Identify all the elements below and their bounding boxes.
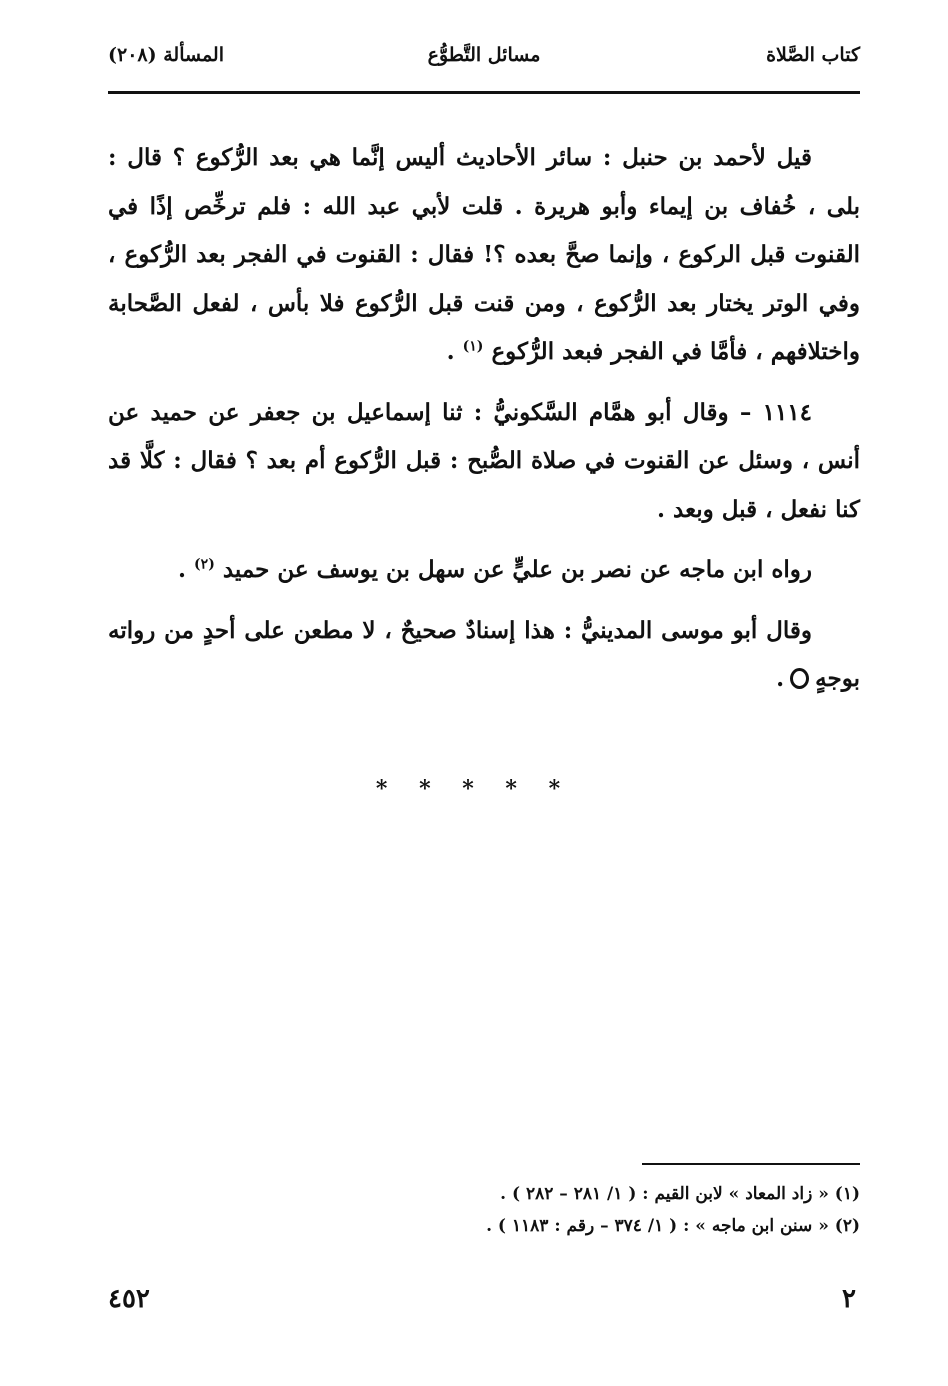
footnote-ref-1: (١) <box>462 338 484 355</box>
running-header <box>108 44 860 80</box>
footnote-1: (١) « زاد المعاد » لابن القيم : ( ١/ ٢٨١ – ٢٨٢ ) . <box>500 1184 860 1204</box>
paragraph-2: ١١١٤ – وقال أبو همَّام السَّكونيُّ : ثنا إسماعيل بن جعفر عن حميد عن أنس ، وسئل عن القنوت في صلاة الصُّبح : قبل الرُّكوع أم بعد ؟ فقال : كلَّا قد كنا نفعل ، قبل وبعد . <box>108 398 860 523</box>
paragraph-4 <box>108 607 860 704</box>
header-rule <box>108 91 860 94</box>
footnotes <box>108 1178 860 1242</box>
paragraph-3-end: . <box>178 556 187 583</box>
paragraph-1 <box>108 134 860 377</box>
header-book-title: كتاب الصَّلاة <box>766 44 860 66</box>
header-chapter-title: مسائل التَّطوُّع <box>427 44 541 66</box>
paragraph-4-end: . <box>776 665 785 692</box>
section-end-circle-icon <box>790 668 809 689</box>
folio-volume: ٢ <box>842 1284 856 1314</box>
paragraph-3 <box>108 546 860 595</box>
header-question-number: المسألة (٢٠٨) <box>108 44 224 66</box>
paragraph-3-text: رواه ابن ماجه عن نصر بن عليٍّ عن سهل بن يوسف عن حميد <box>222 556 812 583</box>
paragraph-1-text: قيل لأحمد بن حنبل : سائر الأحاديث أليس إنَّما هي بعد الرُّكوع ؟ قال : بلى ، خُفاف بن إيماء وأبو هريرة . قلت لأبي عبد الله : فلم ترخِّص إذًا في القنوت قبل الركوع ، وإنما صحَّ بعده ؟! فقال : القنوت في الفجر بعد الرُّكوع ، وفي الوتر يختار بعد الرُّكوع ، ومن قنت قبل الرُّكوع فلا بأس ، لفعل الصَّحابة واختلافهم ، فأمَّا في الفجر فبعد الرُّكوع <box>108 144 860 365</box>
paragraph-1-end: . <box>446 338 455 365</box>
footnote-ref-2: (٢) <box>194 556 215 573</box>
footnote-rule <box>642 1163 860 1165</box>
page-number: ٤٥٢ <box>108 1284 150 1314</box>
footnote-2: (٢) « سنن ابن ماجه » : ( ١/ ٣٧٤ – رقم : ١١٨٣ ) . <box>486 1216 860 1236</box>
section-separator: * * * * * <box>375 776 573 802</box>
main-text <box>108 134 860 704</box>
paragraph-4-text: وقال أبو موسى المدينيُّ : هذا إسنادٌ صحيحٌ ، لا مطعن على أحدٍ من رواته بوجهٍ <box>108 616 860 692</box>
